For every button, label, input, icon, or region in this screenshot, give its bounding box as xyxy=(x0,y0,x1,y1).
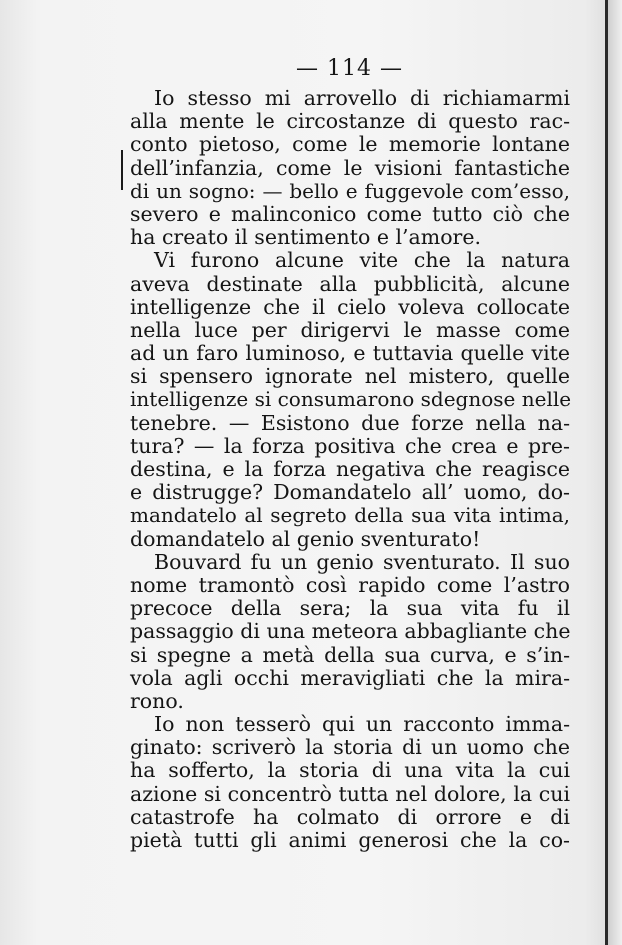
text-line: nella luce per dirigervi le masse come xyxy=(130,317,570,342)
text-line: vola agli occhi meravigliati che la mira- xyxy=(130,665,570,690)
text-line: mandatelo al segreto della sua vita intima, xyxy=(130,503,570,528)
text-line: severo e malinconico come tutto ciò che xyxy=(130,201,570,226)
text-line: si spensero ignorate nel mistero, quelle xyxy=(130,364,570,389)
page-number: — 114 — xyxy=(296,56,403,81)
text-line: ad un faro luminoso, e tuttavia quelle vite xyxy=(130,341,570,366)
text-line: ginato: scriverò la storia di un uomo che xyxy=(130,735,570,760)
text-line: azione si concentrò tutta nel dolore, la cui xyxy=(130,781,570,806)
text-line: si spegne a metà della sua curva, e s’in- xyxy=(130,642,570,667)
text-line: rono. xyxy=(130,688,184,713)
text-block xyxy=(130,87,570,852)
page-edge-shadow xyxy=(608,0,622,945)
text-line: pietà tutti gli animi generosi che la co- xyxy=(130,828,570,852)
text-line: tura? — la forza positiva che crea e pre- xyxy=(130,433,570,458)
text-line: Io stesso mi arrovello di richiamarmi xyxy=(154,86,570,110)
text-line: domandatelo al genio sventurato! xyxy=(130,526,481,551)
text-line: passaggio di una meteora abbagliante che xyxy=(130,619,571,644)
page-edge-line xyxy=(605,0,608,945)
text-line: aveva destinate alla pubblicità, alcune xyxy=(130,271,570,296)
text-line: ha sofferto, la storia di una vita la cui xyxy=(130,758,570,783)
text-line: ha creato il sentimento e l’amore. xyxy=(130,225,481,250)
text-line: nome tramontò così rapido come l’astro xyxy=(130,572,570,597)
text-line: intelligenze si consumarono sdegnose nelle xyxy=(130,387,572,412)
text-line: alla mente le circostanze di questo rac- xyxy=(130,109,570,134)
text-line: Vi furono alcune vite che la natura xyxy=(154,248,570,273)
margin-mark xyxy=(121,150,123,190)
text-line: intelligenze che il cielo voleva collocate xyxy=(130,294,570,319)
text-line: dell’infanzia, come le visioni fantastiche xyxy=(130,155,570,180)
text-line: destina, e la forza negativa che reagisce xyxy=(130,457,570,481)
text-line: tenebre. — Esistono due forze nella na- xyxy=(130,410,570,435)
text-line: Bouvard fu un genio sventurato. Il suo xyxy=(154,549,570,574)
text-line: precoce della sera; la sua vita fu il xyxy=(130,596,570,621)
text-line: Io non tesserò qui un racconto imma- xyxy=(154,712,570,737)
text-line: catastrofe ha colmato di orrore e di xyxy=(130,804,570,829)
text-line: conto pietoso, come le memorie lontane xyxy=(130,132,570,157)
text-line: e distrugge? Domandatelo all’ uomo, do- xyxy=(130,480,570,505)
text-line: di un sogno: — bello e fuggevole com’esso, xyxy=(130,178,570,203)
